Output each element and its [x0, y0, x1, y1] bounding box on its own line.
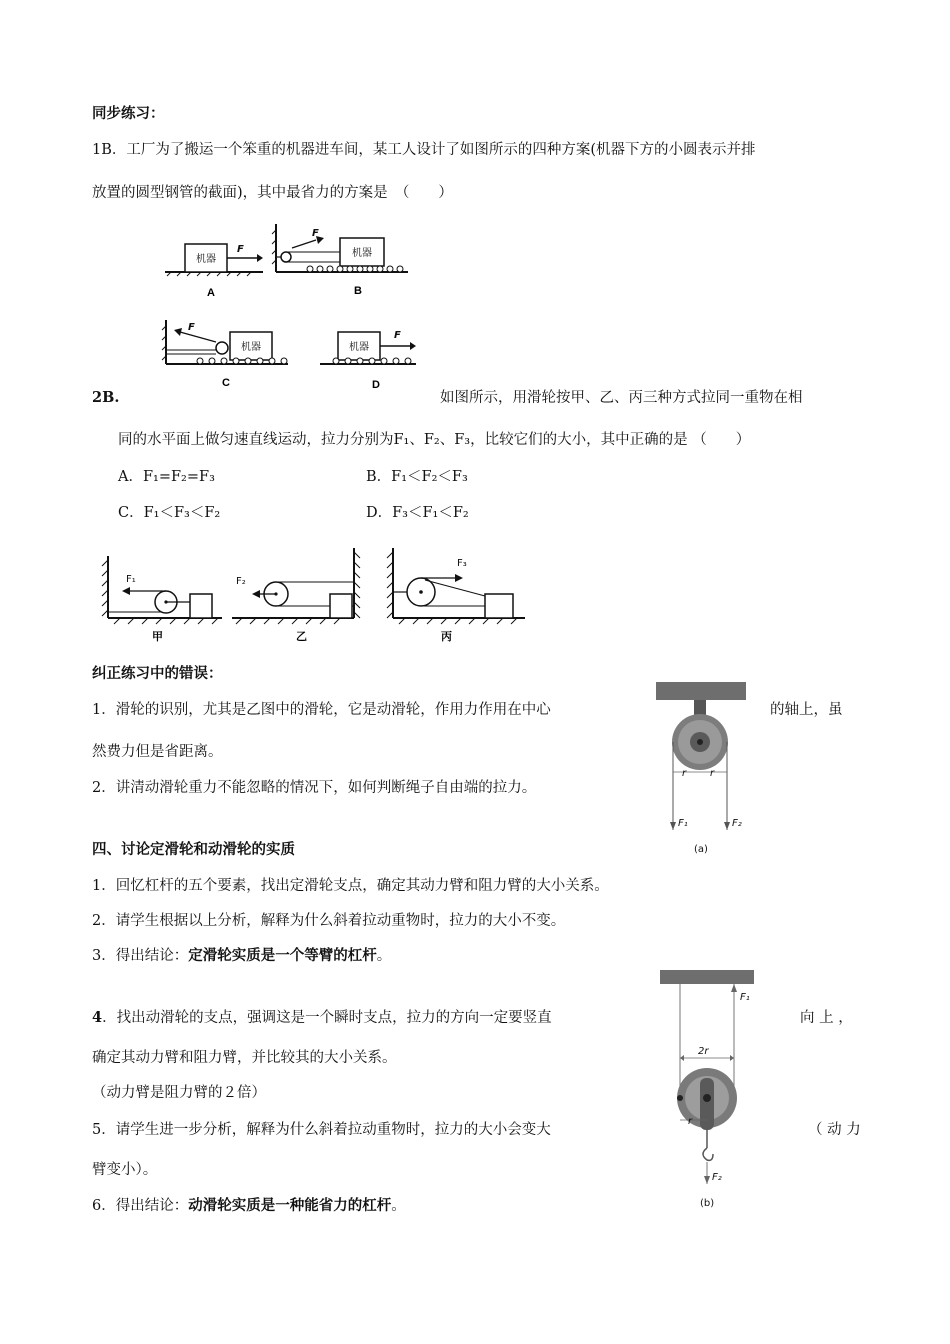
item6-suffix: 。 [391, 1198, 406, 1214]
ceiling-bracket [660, 970, 754, 984]
figure-caption-a: (a) [694, 844, 708, 855]
corrections-item2: 2．讲清动滑轮重力不能忽略的情况下，如何判断绳子自由端的拉力。 [92, 780, 537, 796]
item6-prefix: 6．得出结论： [92, 1198, 189, 1214]
machine-label: 机器 [196, 254, 216, 265]
force-label: F [188, 322, 195, 333]
item3-conclusion: 定滑轮实质是一个等臂的杠杆 [188, 947, 377, 964]
machine-label: 机器 [241, 342, 261, 353]
q2-option-c: C．F₁＜F₃＜F₂ [118, 505, 221, 521]
force-arrow-head [257, 254, 263, 262]
section4-item5-c: 臂变小）。 [92, 1162, 158, 1178]
movable-pulley-figure [660, 970, 760, 1210]
force-label-f2: F₂ [236, 576, 246, 587]
corrections-item1-b: 的轴上，虽 [770, 702, 843, 718]
q1-figure-d [320, 322, 420, 392]
radius-label-left: r [682, 768, 687, 779]
q2-text-line1: 如图所示，用滑轮按甲、乙、丙三种方式拉同一重物在相 [440, 390, 803, 406]
section-heading-sync: 同步练习： [92, 105, 165, 122]
item6-conclusion: 动滑轮实质是一种能省力的杠杆 [188, 1197, 392, 1214]
figure-caption-b: (b) [700, 1198, 715, 1209]
section4-item4-d: （动力臂是阻力臂的２倍） [92, 1085, 266, 1101]
q2-option-b: B．F₁＜F₂＜F₃ [366, 469, 468, 485]
q2-option-d: D．F₃＜F₁＜F₂ [366, 505, 469, 521]
section4-item4-a [92, 1008, 552, 1028]
item4-number: 4 [92, 1009, 103, 1026]
pulley [216, 342, 228, 354]
q1-text-line1: 1B．工厂为了搬运一个笨重的机器进车间，某工人设计了如图所示的四种方案(机器下方的小圆表示并排 [92, 142, 756, 158]
force-label-f2: F₂ [712, 1172, 722, 1183]
ceiling-bracket [656, 682, 746, 700]
item3-suffix: 。 [376, 948, 392, 964]
radius-label: r [688, 1116, 693, 1127]
radius-label-right: r [710, 768, 715, 779]
caption-yi: 乙 [296, 631, 307, 643]
section4-item1: 1．回忆杠杆的五个要素，找出定滑轮支点，确定其动力臂和阻力臂的大小关系。 [92, 878, 609, 894]
section4-item5-a: 5．请学生进一步分析，解释为什么斜着拉动重物时，拉力的大小会变大 [92, 1122, 551, 1138]
block [330, 594, 352, 618]
q2-figure-bing [385, 548, 530, 646]
force-label-f1: F₁ [126, 574, 136, 585]
q2-figure-jia [100, 556, 225, 646]
block [190, 594, 212, 618]
machine-label: 机器 [352, 248, 372, 259]
force-label-f3: F₃ [457, 558, 467, 569]
corrections-item1-a: 1．滑轮的识别，尤其是乙图中的滑轮，它是动滑轮，作用力作用在中心 [92, 702, 551, 718]
section4-item6 [92, 1196, 406, 1216]
force-label: F [394, 330, 401, 341]
caption-d: D [372, 379, 380, 391]
corrections-item1-c: 然费力但是省距离。 [92, 744, 223, 760]
q1-figure-a [165, 232, 265, 302]
q2-number: 2B. [92, 389, 120, 406]
section4-item4-b: 向 上 ， [800, 1010, 853, 1026]
fixed-pulley-figure [656, 680, 748, 860]
q1-figure-c [160, 320, 295, 392]
section4-item3 [92, 946, 391, 966]
section4-item4-c: 确定其动力臂和阻力臂，并比较其的大小关系。 [92, 1050, 397, 1066]
machine-label: 机器 [349, 342, 369, 353]
caption-jia: 甲 [152, 631, 163, 643]
pulley [281, 252, 291, 262]
item3-prefix: 3．得出结论： [92, 948, 189, 964]
caption-bing: 丙 [441, 631, 452, 643]
caption-a: A [207, 287, 215, 299]
section4-item2: 2．请学生根据以上分析，解释为什么斜着拉动重物时，拉力的大小不变。 [92, 913, 566, 929]
section4-item5-b: （ 动 力 [808, 1122, 861, 1138]
force-label-f1: F₁ [740, 992, 750, 1003]
q1-figure-b [270, 224, 410, 302]
force-label-f2: F₂ [732, 818, 742, 829]
caption-b: B [354, 285, 362, 297]
q2-text-line2: 同的水平面上做匀速直线运动，拉力分别为F₁、F₂、F₃，比较它们的大小，其中正确的是 （ ） [118, 432, 751, 448]
force-label: F [312, 228, 319, 239]
item4-text: ．找出动滑轮的支点，强调这是一个瞬时支点，拉力的方向一定要竖直 [102, 1010, 552, 1026]
force-label: F [237, 244, 244, 255]
hook [703, 1148, 713, 1160]
caption-c: C [222, 377, 230, 389]
force-label-f1: F₁ [678, 818, 688, 829]
block [485, 594, 513, 618]
q2-figure-yi [232, 548, 367, 646]
diameter-label: 2r [698, 1046, 709, 1057]
section4-heading: 四、讨论定滑轮和动滑轮的实质 [92, 841, 295, 858]
q2-option-a: A．F₁=F₂=F₃ [118, 469, 215, 485]
q1-text-line2: 放置的圆型钢管的截面)，其中最省力的方案是 （ ） [92, 185, 453, 201]
corrections-heading: 纠正练习中的错误： [92, 665, 223, 682]
